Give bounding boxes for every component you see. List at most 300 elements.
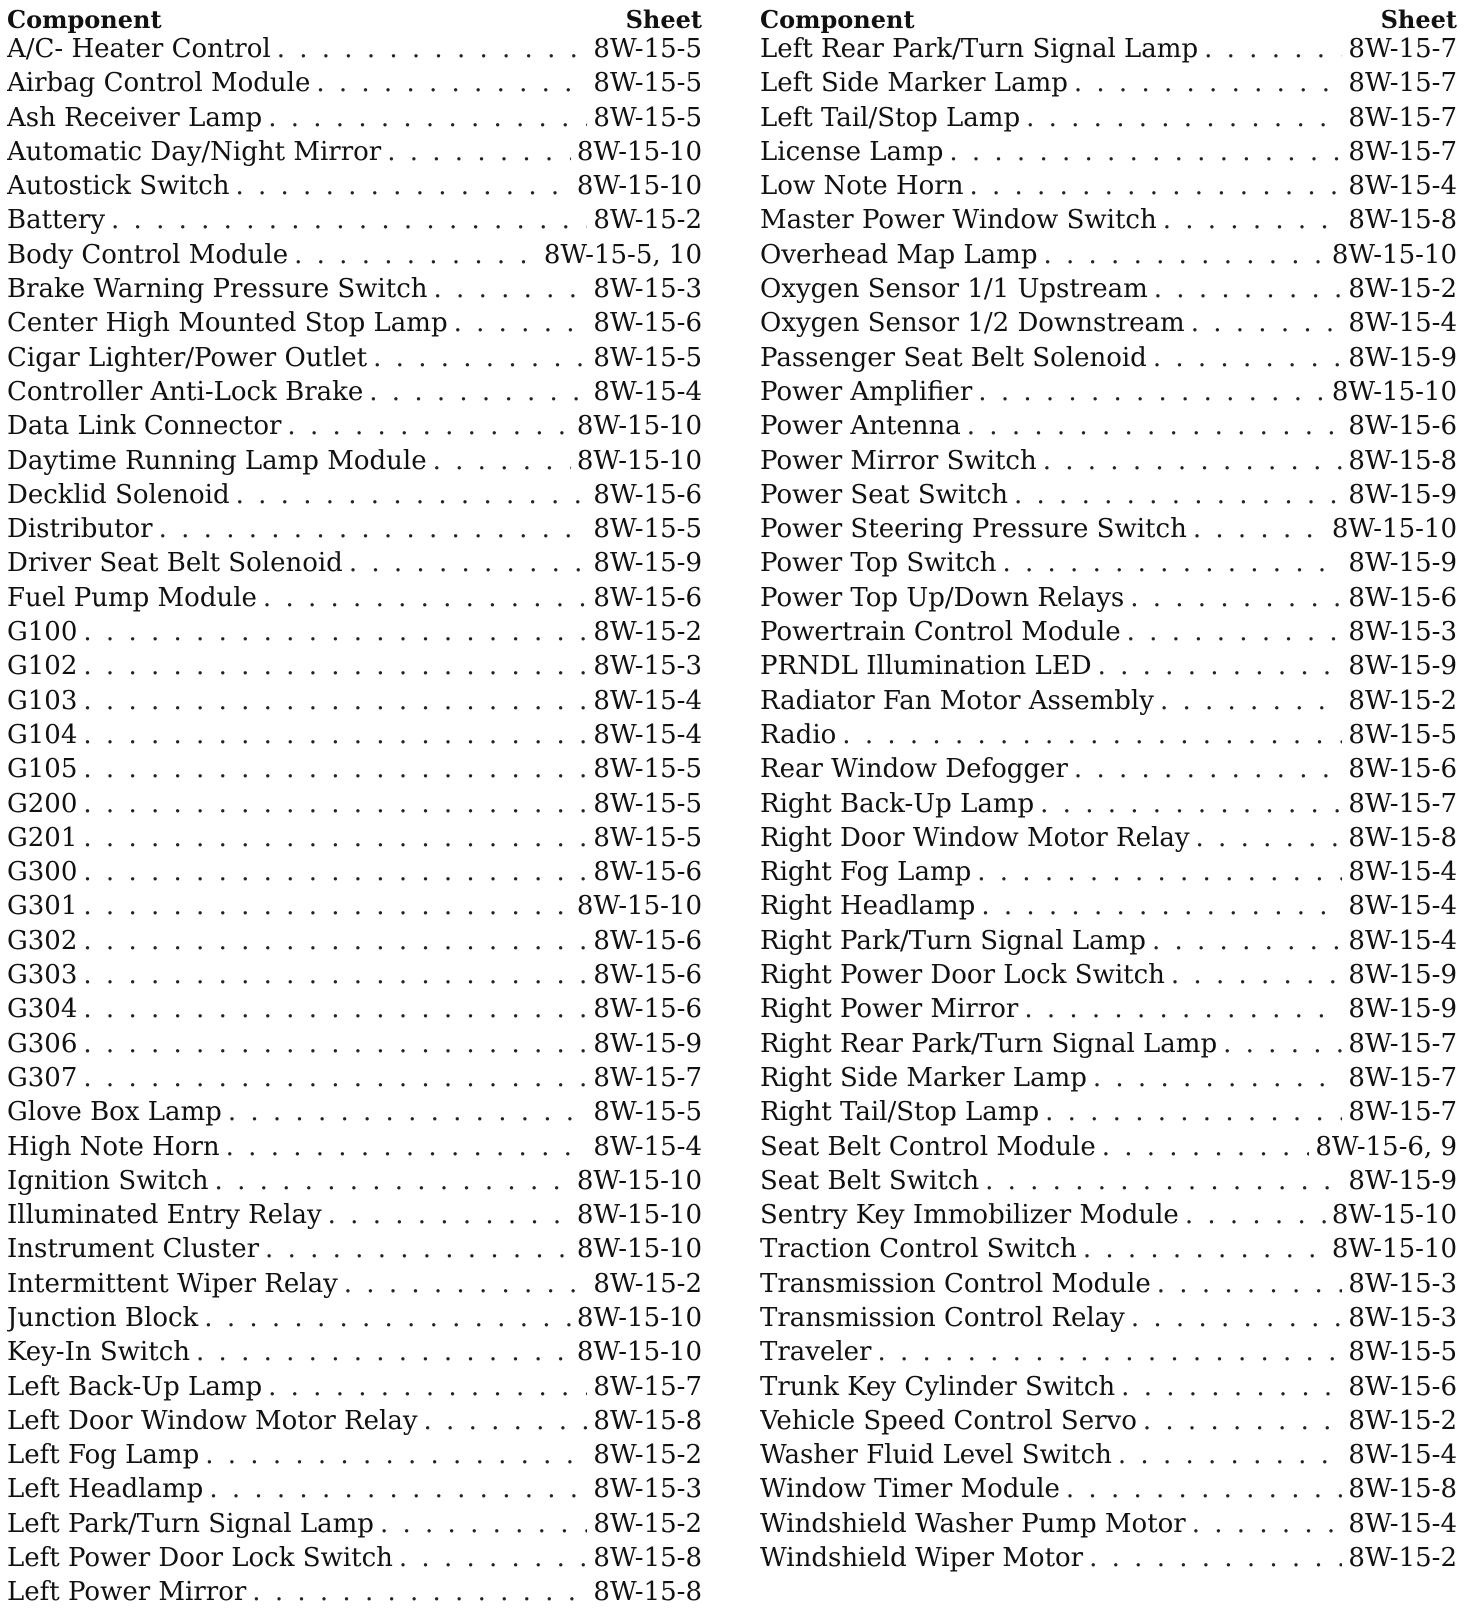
- component-name: Right Side Marker Lamp: [760, 1062, 1087, 1093]
- sheet-reference: 8W-15-10: [576, 891, 702, 922]
- dot-leader: [83, 1063, 587, 1093]
- index-row: [760, 411, 1457, 445]
- sheet-reference: 8W-15-7: [1348, 1062, 1457, 1093]
- component-name: G300: [7, 857, 78, 888]
- index-row: [7, 1234, 702, 1268]
- dot-leader: [265, 1234, 571, 1264]
- sheet-reference: 8W-15-5, 10: [543, 239, 702, 270]
- sheet-reference: 8W-15-9: [1348, 548, 1457, 579]
- index-row: [760, 823, 1457, 857]
- dot-leader: [235, 171, 570, 201]
- index-row: [7, 1509, 702, 1543]
- index-row: [7, 1303, 702, 1337]
- index-row: [7, 754, 702, 788]
- component-name: Left Door Window Motor Relay: [7, 1405, 418, 1436]
- sheet-reference: 8W-15-9: [1348, 994, 1457, 1025]
- sheet-reference: 8W-15-10: [576, 1200, 702, 1231]
- index-row: [7, 1577, 702, 1611]
- component-name: G302: [7, 925, 78, 956]
- component-name: Airbag Control Module: [7, 68, 311, 99]
- dot-leader: [1185, 1200, 1326, 1230]
- index-row: [760, 1097, 1457, 1131]
- component-name: Radiator Fan Motor Assembly: [760, 685, 1154, 716]
- sheet-reference: 8W-15-10: [576, 445, 702, 476]
- component-name: Ignition Switch: [7, 1165, 209, 1196]
- dot-leader: [977, 857, 1342, 887]
- index-row: [760, 686, 1457, 720]
- index-row: [7, 171, 702, 205]
- component-name: Decklid Solenoid: [7, 479, 230, 510]
- sheet-reference: 8W-15-10: [576, 171, 702, 202]
- sheet-reference: 8W-15-5: [593, 754, 702, 785]
- component-name: Left Power Mirror: [7, 1577, 247, 1608]
- dot-leader: [969, 171, 1342, 201]
- component-name: Left Fog Lamp: [7, 1440, 200, 1471]
- sheet-reference: 8W-15-2: [1348, 1405, 1457, 1436]
- sheet-reference: 8W-15-9: [1348, 479, 1457, 510]
- component-name: Passenger Seat Belt Solenoid: [760, 342, 1147, 373]
- index-row: [7, 1543, 702, 1577]
- sheet-reference: 8W-15-10: [1331, 1234, 1457, 1265]
- component-name: G105: [7, 754, 78, 785]
- component-name: Low Note Horn: [760, 171, 964, 202]
- component-name: Window Timer Module: [760, 1474, 1060, 1505]
- component-name: Body Control Module: [7, 239, 289, 270]
- dot-leader: [316, 68, 587, 98]
- component-name: G306: [7, 1028, 78, 1059]
- dot-leader: [1223, 1029, 1342, 1059]
- component-heading: Component: [760, 5, 915, 34]
- index-row: [7, 548, 702, 582]
- index-row: [7, 308, 702, 342]
- component-name: Right Power Door Lock Switch: [760, 960, 1165, 991]
- sheet-reference: 8W-15-6: [1348, 411, 1457, 442]
- index-row: [760, 377, 1457, 411]
- component-name: Master Power Window Switch: [760, 205, 1157, 236]
- component-name: Overhead Map Lamp: [760, 239, 1038, 270]
- sheet-reference: 8W-15-10: [576, 1302, 702, 1333]
- component-name: Junction Block: [7, 1302, 199, 1333]
- dot-leader: [83, 960, 587, 990]
- index-row: [7, 651, 702, 685]
- index-row: [7, 1474, 702, 1508]
- dot-leader: [1040, 789, 1342, 819]
- component-name: G104: [7, 719, 78, 750]
- dot-leader: [1204, 34, 1342, 64]
- component-name: Seat Belt Switch: [760, 1165, 980, 1196]
- component-name: Washer Fluid Level Switch: [760, 1440, 1112, 1471]
- sheet-reference: 8W-15-9: [593, 548, 702, 579]
- dot-leader: [1102, 1132, 1310, 1162]
- sheet-reference: 8W-15-10: [576, 1337, 702, 1368]
- index-row: [7, 891, 702, 925]
- index-row: [760, 651, 1457, 685]
- dot-leader: [204, 1303, 571, 1333]
- dot-leader: [1191, 308, 1343, 338]
- component-name: Oxygen Sensor 1/2 Downstream: [760, 308, 1185, 339]
- dot-leader: [1066, 1474, 1343, 1504]
- index-row: [760, 274, 1457, 308]
- index-row: [760, 1337, 1457, 1371]
- index-row: [7, 1097, 702, 1131]
- dot-leader: [205, 1440, 587, 1470]
- sheet-reference: 8W-15-6: [593, 960, 702, 991]
- sheet-reference: 8W-15-10: [576, 411, 702, 442]
- dot-leader: [83, 926, 587, 956]
- index-row: [760, 480, 1457, 514]
- sheet-reference: 8W-15-4: [1348, 1508, 1457, 1539]
- sheet-reference: 8W-15-6: [593, 925, 702, 956]
- component-name: G201: [7, 822, 78, 853]
- sheet-reference: 8W-15-4: [593, 376, 702, 407]
- dot-leader: [967, 411, 1343, 441]
- sheet-reference: 8W-15-10: [1331, 514, 1457, 545]
- dot-leader: [83, 1029, 587, 1059]
- index-row: [760, 960, 1457, 994]
- component-name: G304: [7, 994, 78, 1025]
- index-row: [760, 583, 1457, 617]
- component-name: Illuminated Entry Relay: [7, 1200, 322, 1231]
- component-name: Transmission Control Relay: [760, 1302, 1125, 1333]
- component-name: Power Mirror Switch: [760, 445, 1037, 476]
- dot-leader: [1074, 68, 1343, 98]
- index-row: [7, 274, 702, 308]
- index-row: [760, 446, 1457, 480]
- component-name: Right Headlamp: [760, 891, 976, 922]
- dot-leader: [1093, 1063, 1343, 1093]
- component-name: Left Power Door Lock Switch: [7, 1543, 393, 1574]
- sheet-reference: 8W-15-9: [1348, 651, 1457, 682]
- index-row: [7, 583, 702, 617]
- sheet-reference: 8W-15-5: [593, 342, 702, 373]
- sheet-reference: 8W-15-8: [593, 1405, 702, 1436]
- dot-leader: [1098, 651, 1343, 681]
- index-row: [7, 1372, 702, 1406]
- dot-leader: [83, 651, 587, 681]
- dot-leader: [842, 720, 1342, 750]
- index-row: [7, 686, 702, 720]
- component-name: Rear Window Defogger: [760, 754, 1068, 785]
- index-row: [760, 514, 1457, 548]
- dot-leader: [268, 1372, 587, 1402]
- dot-leader: [1157, 1269, 1343, 1299]
- index-row: [760, 1200, 1457, 1234]
- dot-leader: [1127, 617, 1343, 647]
- index-row: [760, 205, 1457, 239]
- sheet-reference: 8W-15-5: [593, 822, 702, 853]
- dot-leader: [985, 1166, 1342, 1196]
- component-name: Transmission Control Module: [760, 1268, 1151, 1299]
- sheet-reference: 8W-15-5: [1348, 1337, 1457, 1368]
- component-name: Power Amplifier: [760, 376, 973, 407]
- index-row: [760, 1166, 1457, 1200]
- sheet-reference: 8W-15-6: [1348, 754, 1457, 785]
- sheet-reference: 8W-15-6: [593, 857, 702, 888]
- sheet-reference: 8W-15-4: [1348, 308, 1457, 339]
- dot-leader: [1153, 343, 1343, 373]
- component-name: Windshield Washer Pump Motor: [760, 1508, 1186, 1539]
- sheet-reference: 8W-15-5: [593, 1097, 702, 1128]
- index-row: [760, 926, 1457, 960]
- dot-leader: [268, 103, 587, 133]
- component-name: Distributor: [7, 514, 153, 545]
- dot-leader: [978, 377, 1326, 407]
- sheet-reference: 8W-15-2: [593, 617, 702, 648]
- dot-leader: [215, 1166, 571, 1196]
- dot-leader: [387, 137, 571, 167]
- component-name: Left Back-Up Lamp: [7, 1371, 263, 1402]
- dot-leader: [1118, 1440, 1343, 1470]
- index-row: [760, 1440, 1457, 1474]
- dot-leader: [83, 891, 570, 921]
- index-row: [760, 68, 1457, 102]
- sheet-reference: 8W-15-5: [593, 788, 702, 819]
- dot-leader: [1171, 960, 1343, 990]
- component-name: Key-In Switch: [7, 1337, 191, 1368]
- index-row: [760, 1406, 1457, 1440]
- sheet-reference: 8W-15-7: [1348, 68, 1457, 99]
- sheet-reference: 8W-15-2: [593, 205, 702, 236]
- sheet-reference: 8W-15-6: [1348, 1371, 1457, 1402]
- sheet-heading: Sheet: [1380, 5, 1457, 34]
- sheet-reference: 8W-15-8: [593, 1543, 702, 1574]
- sheet-reference: 8W-15-4: [593, 685, 702, 716]
- component-name: Left Rear Park/Turn Signal Lamp: [760, 34, 1199, 64]
- right-row-list: [760, 34, 1457, 1577]
- index-row: [7, 857, 702, 891]
- index-row: [7, 343, 702, 377]
- dot-leader: [83, 789, 587, 819]
- index-row: [760, 720, 1457, 754]
- dot-leader: [1043, 446, 1343, 476]
- sheet-reference: 8W-15-8: [1348, 822, 1457, 853]
- dot-leader: [1130, 583, 1342, 613]
- dot-leader: [1192, 1509, 1343, 1539]
- component-name: Right Tail/Stop Lamp: [760, 1097, 1040, 1128]
- dot-leader: [252, 1577, 587, 1607]
- index-row: [7, 789, 702, 823]
- dot-leader: [399, 1543, 588, 1573]
- index-row: [7, 205, 702, 239]
- dot-leader: [83, 857, 587, 887]
- sheet-reference: 8W-15-3: [593, 274, 702, 305]
- component-name: License Lamp: [760, 136, 944, 167]
- dot-leader: [1026, 103, 1342, 133]
- dot-leader: [226, 1132, 588, 1162]
- left-column-header: [7, 0, 702, 34]
- sheet-reference: 8W-15-7: [1348, 1028, 1457, 1059]
- index-row: [760, 1509, 1457, 1543]
- component-name: G200: [7, 788, 78, 819]
- index-row: [7, 1337, 702, 1371]
- sheet-reference: 8W-15-6: [593, 308, 702, 339]
- component-name: Data Link Connector: [7, 411, 282, 442]
- index-row: [7, 1063, 702, 1097]
- index-row: [760, 103, 1457, 137]
- sheet-reference: 8W-15-8: [1348, 205, 1457, 236]
- dot-leader: [1045, 1097, 1342, 1127]
- index-row: [7, 103, 702, 137]
- index-row: [7, 34, 702, 68]
- sheet-reference: 8W-15-4: [593, 1131, 702, 1162]
- component-name: G100: [7, 617, 78, 648]
- dot-leader: [1024, 994, 1342, 1024]
- index-row: [7, 68, 702, 102]
- dot-leader: [369, 377, 587, 407]
- dot-leader: [83, 994, 587, 1024]
- sheet-reference: 8W-15-7: [593, 1062, 702, 1093]
- component-name: Trunk Key Cylinder Switch: [760, 1371, 1116, 1402]
- component-name: Glove Box Lamp: [7, 1097, 222, 1128]
- component-name: Autostick Switch: [7, 171, 230, 202]
- dot-leader: [83, 617, 587, 647]
- dot-leader: [83, 686, 587, 716]
- dot-leader: [1121, 1372, 1342, 1402]
- dot-leader: [83, 754, 587, 784]
- sheet-reference: 8W-15-5: [593, 102, 702, 133]
- sheet-reference: 8W-15-6, 9: [1315, 1131, 1457, 1162]
- index-row: [7, 480, 702, 514]
- component-name: Right Door Window Motor Relay: [760, 822, 1190, 853]
- sheet-reference: 8W-15-10: [576, 1165, 702, 1196]
- sheet-heading: Sheet: [625, 5, 702, 34]
- dot-leader: [949, 137, 1342, 167]
- sheet-reference: 8W-15-6: [1348, 582, 1457, 613]
- sheet-reference: 8W-15-2: [593, 1268, 702, 1299]
- index-row: [760, 1132, 1457, 1166]
- dot-leader: [454, 308, 588, 338]
- index-row: [7, 514, 702, 548]
- component-name: Vehicle Speed Control Servo: [760, 1405, 1137, 1436]
- sheet-reference: 8W-15-8: [1348, 1474, 1457, 1505]
- sheet-reference: 8W-15-7: [1348, 1097, 1457, 1128]
- dot-leader: [159, 514, 588, 544]
- index-row: [760, 34, 1457, 68]
- dot-leader: [349, 548, 588, 578]
- component-name: Power Top Switch: [760, 548, 997, 579]
- dot-leader: [294, 240, 538, 270]
- sheet-reference: 8W-15-7: [1348, 136, 1457, 167]
- dot-leader: [209, 1474, 587, 1504]
- dot-leader: [1154, 274, 1343, 304]
- component-name: Windshield Wiper Motor: [760, 1543, 1084, 1574]
- dot-leader: [287, 411, 570, 441]
- sheet-reference: 8W-15-2: [1348, 685, 1457, 716]
- dot-leader: [373, 343, 587, 373]
- index-row: [7, 1029, 702, 1063]
- sheet-reference: 8W-15-10: [1331, 376, 1457, 407]
- index-row: [7, 1440, 702, 1474]
- sheet-reference: 8W-15-4: [1348, 1440, 1457, 1471]
- dot-leader: [434, 274, 588, 304]
- dot-leader: [1074, 754, 1343, 784]
- sheet-reference: 8W-15-2: [1348, 274, 1457, 305]
- sheet-reference: 8W-15-8: [593, 1577, 702, 1608]
- sheet-reference: 8W-15-5: [593, 34, 702, 64]
- component-name: Battery: [7, 205, 106, 236]
- component-name: PRNDL Illumination LED: [760, 651, 1092, 682]
- index-row: [760, 308, 1457, 342]
- sheet-reference: 8W-15-4: [1348, 925, 1457, 956]
- sheet-reference: 8W-15-7: [1348, 102, 1457, 133]
- dot-leader: [1131, 1303, 1343, 1333]
- index-row: [7, 720, 702, 754]
- index-row: [760, 617, 1457, 651]
- dot-leader: [111, 205, 587, 235]
- index-row: [7, 1132, 702, 1166]
- dot-leader: [1196, 823, 1343, 853]
- index-row: [7, 137, 702, 171]
- sheet-reference: 8W-15-7: [1348, 788, 1457, 819]
- sheet-reference: 8W-15-2: [593, 1440, 702, 1471]
- component-heading: Component: [7, 5, 162, 34]
- dot-leader: [1083, 1234, 1326, 1264]
- index-row: [760, 171, 1457, 205]
- component-name: Power Seat Switch: [760, 479, 1008, 510]
- index-row: [7, 377, 702, 411]
- sheet-reference: 8W-15-3: [593, 651, 702, 682]
- sheet-reference: 8W-15-2: [1348, 1543, 1457, 1574]
- index-row: [7, 960, 702, 994]
- component-name: Power Top Up/Down Relays: [760, 582, 1125, 613]
- dot-leader: [83, 823, 587, 853]
- sheet-reference: 8W-15-6: [593, 582, 702, 613]
- sheet-reference: 8W-15-4: [1348, 171, 1457, 202]
- component-name: Powertrain Control Module: [760, 617, 1121, 648]
- component-name: Driver Seat Belt Solenoid: [7, 548, 343, 579]
- sheet-reference: 8W-15-9: [1348, 1165, 1457, 1196]
- sheet-reference: 8W-15-10: [576, 1234, 702, 1265]
- index-row: [760, 343, 1457, 377]
- dot-leader: [1193, 514, 1326, 544]
- dot-leader: [328, 1200, 571, 1230]
- component-name: Right Power Mirror: [760, 994, 1019, 1025]
- component-name: Right Park/Turn Signal Lamp: [760, 925, 1146, 956]
- sheet-reference: 8W-15-5: [593, 514, 702, 545]
- component-name: Fuel Pump Module: [7, 582, 257, 613]
- component-name: Seat Belt Control Module: [760, 1131, 1096, 1162]
- component-name: Traction Control Switch: [760, 1234, 1077, 1265]
- index-row: [7, 994, 702, 1028]
- sheet-reference: 8W-15-3: [593, 1474, 702, 1505]
- index-row: [7, 823, 702, 857]
- component-name: Traveler: [760, 1337, 872, 1368]
- sheet-reference: 8W-15-9: [1348, 960, 1457, 991]
- component-name: G103: [7, 685, 78, 716]
- component-name: Oxygen Sensor 1/1 Upstream: [760, 274, 1148, 305]
- component-name: Center High Mounted Stop Lamp: [7, 308, 448, 339]
- component-name: Right Rear Park/Turn Signal Lamp: [760, 1028, 1218, 1059]
- dot-leader: [424, 1406, 588, 1436]
- sheet-reference: 8W-15-9: [593, 1028, 702, 1059]
- component-name: G301: [7, 891, 78, 922]
- component-name: Sentry Key Immobilizer Module: [760, 1200, 1179, 1231]
- index-row: [7, 926, 702, 960]
- sheet-reference: 8W-15-5: [1348, 719, 1457, 750]
- dot-leader: [1014, 480, 1342, 510]
- index-row: [7, 240, 702, 274]
- dot-leader: [196, 1337, 571, 1367]
- sheet-reference: 8W-15-8: [1348, 445, 1457, 476]
- sheet-reference: 8W-15-6: [593, 994, 702, 1025]
- component-name: A/C- Heater Control: [7, 34, 271, 64]
- sheet-reference: 8W-15-3: [1348, 1302, 1457, 1333]
- index-row: [760, 548, 1457, 582]
- component-name: G102: [7, 651, 78, 682]
- component-name: G307: [7, 1062, 78, 1093]
- sheet-reference: 8W-15-9: [1348, 342, 1457, 373]
- index-row: [760, 789, 1457, 823]
